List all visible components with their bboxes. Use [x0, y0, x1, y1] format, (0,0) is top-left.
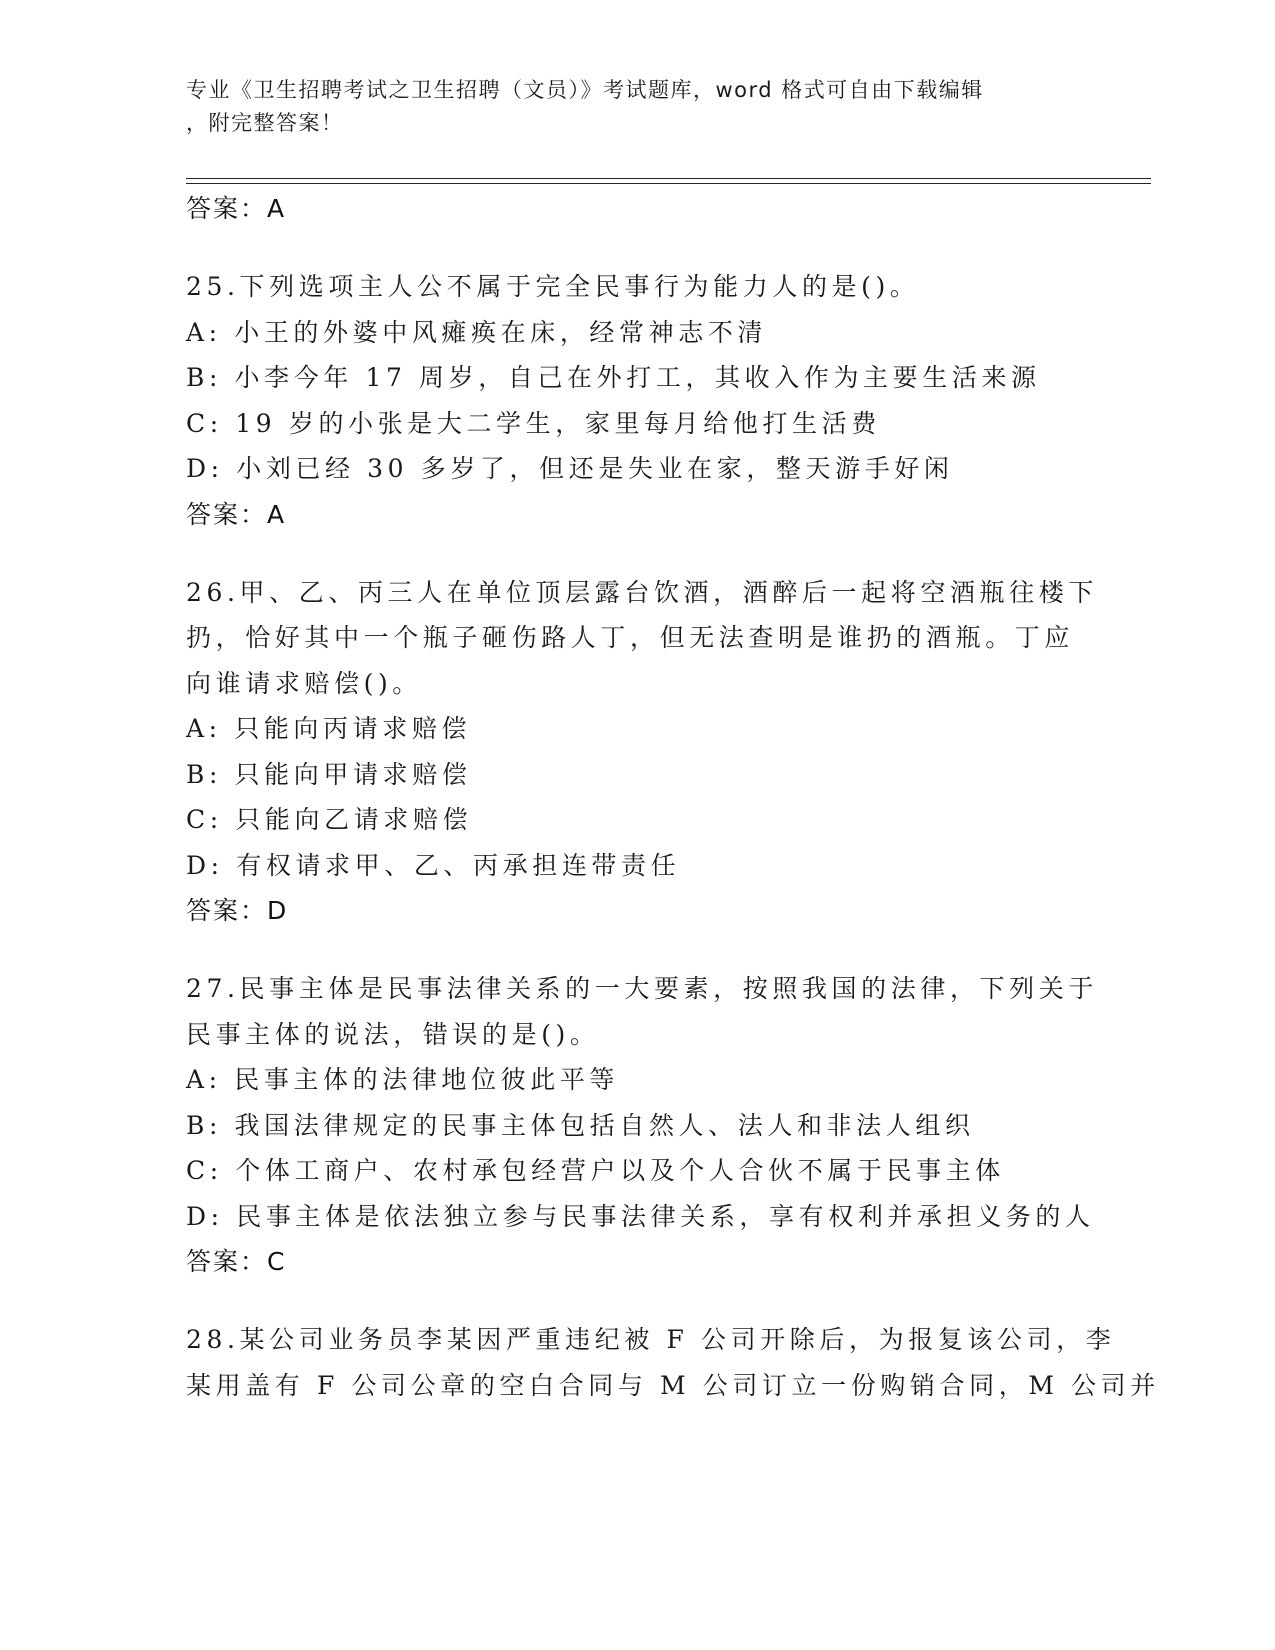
option-a: A: 民事主体的法律地位彼此平等 [186, 1065, 620, 1094]
question-25 [186, 264, 1086, 538]
option-c: C: 个体工商户、农村承包经营户以及个人合伙不属于民事主体 [186, 1156, 1005, 1185]
question-stem: 25.下列选项主人公不属于完全民事行为能力人的是()。 [186, 272, 920, 301]
option-a: A: 只能向丙请求赔偿 [186, 714, 472, 743]
header-divider-bottom [186, 183, 1151, 184]
question-stem: 扔，恰好其中一个瓶子砸伤路人丁，但无法查明是谁扔的酒瓶。丁应 [186, 623, 1075, 652]
question-stem: 27.民事主体是民事法律关系的一大要素，按照我国的法律，下列关于 [186, 974, 1098, 1003]
question-stem: 某用盖有 F 公司公章的空白合同与 M 公司订立一份购销合同，M 公司并 [186, 1370, 1160, 1400]
question-26 [186, 570, 1098, 935]
question-27 [186, 966, 1098, 1285]
answer: 答案：D [186, 896, 289, 925]
question-stem: 28.某公司业务员李某因严重违纪被 F 公司开除后，为报复该公司，李 [186, 1325, 1116, 1354]
previous-answer: 答案：A [186, 194, 287, 223]
header-line-2: ，附完整答案！ [186, 111, 344, 135]
option-d: D: 小刘已经 30 多岁了，但还是失业在家，整天游手好闲 [186, 454, 954, 483]
question-28 [186, 1317, 1160, 1408]
option-b: B: 我国法律规定的民事主体包括自然人、法人和非法人组织 [186, 1110, 975, 1140]
header-line-1: 专业《卫生招聘考试之卫生招聘（文员）》考试题库，word 格式可自由下载编辑 [186, 78, 984, 102]
option-b: B: 只能向甲请求赔偿 [186, 759, 472, 789]
option-d: D: 民事主体是依法独立参与民事法律关系，享有权利并承担义务的人 [186, 1201, 1095, 1231]
answer: 答案：C [186, 1247, 287, 1276]
option-c: C: 19 岁的小张是大二学生，家里每月给他打生活费 [186, 408, 881, 438]
answer: 答案：A [186, 499, 287, 529]
question-list [186, 186, 1160, 1408]
header-divider-top [186, 178, 1151, 179]
question-stem: 向谁请求赔偿()。 [186, 668, 422, 698]
option-c: C: 只能向乙请求赔偿 [186, 805, 473, 834]
question-stem: 民事主体的说法，错误的是()。 [186, 1019, 600, 1049]
option-b: B: 小李今年 17 周岁，自己在外打工，其收入作为主要生活来源 [186, 363, 1041, 392]
page-header [186, 74, 1066, 140]
question-stem: 26.甲、乙、丙三人在单位顶层露台饮酒，酒醉后一起将空酒瓶往楼下 [186, 577, 1098, 607]
option-a: A: 小王的外婆中风瘫痪在床，经常神志不清 [186, 317, 768, 347]
option-d: D: 有权请求甲、乙、丙承担连带责任 [186, 850, 681, 880]
